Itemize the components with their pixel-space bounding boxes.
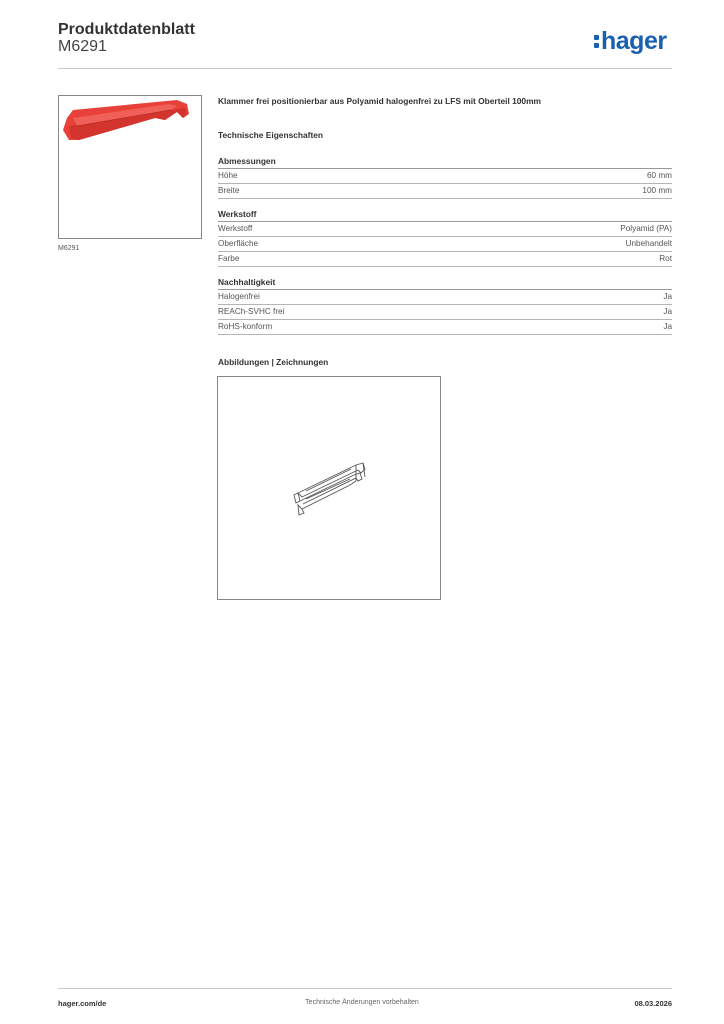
row-label: Halogenfrei — [218, 292, 260, 301]
row-value: 100 mm — [642, 186, 672, 195]
footer-divider — [58, 988, 672, 989]
table-row — [218, 305, 672, 320]
group-sustainability — [218, 277, 672, 335]
table-row — [218, 252, 672, 267]
header-divider — [58, 68, 672, 69]
table-row — [218, 237, 672, 252]
row-value: Unbehandelt — [625, 239, 672, 248]
product-code: M6291 — [58, 38, 107, 55]
table-row — [218, 290, 672, 305]
clamp-drawing-icon — [218, 377, 440, 599]
figures-heading: Abbildungen | Zeichnungen — [218, 357, 329, 367]
product-image — [58, 95, 202, 239]
table-row — [218, 222, 672, 237]
hager-logo — [594, 27, 667, 56]
table-row — [218, 169, 672, 184]
row-label: Höhe — [218, 171, 238, 180]
table-row — [218, 320, 672, 335]
product-description: Klammer frei positionierbar aus Polyamid halogenfrei zu LFS mit Oberteil 100mm — [218, 96, 541, 106]
group-material — [218, 209, 672, 267]
red-clamp-icon — [59, 96, 201, 238]
footer-date: 08.03.2026 — [634, 999, 672, 1008]
group-title: Nachhaltigkeit — [218, 277, 672, 290]
row-value: Ja — [663, 292, 672, 301]
row-label: RoHS-konform — [218, 322, 273, 331]
row-value: 60 mm — [646, 171, 672, 180]
group-dimensions — [218, 156, 672, 199]
page-title: Produktdatenblatt — [58, 21, 195, 38]
row-value: Ja — [663, 322, 672, 331]
technical-heading: Technische Eigenschaften — [218, 130, 324, 140]
table-row — [218, 184, 672, 199]
group-title: Werkstoff — [218, 209, 672, 222]
row-value: Ja — [663, 307, 672, 316]
row-label: REACh-SVHC frei — [218, 307, 285, 316]
row-label: Oberfläche — [218, 239, 259, 248]
row-label: Werkstoff — [218, 224, 253, 233]
row-value: Polyamid (PA) — [620, 224, 672, 233]
footer-notice: Technische Änderungen vorbehalten — [305, 999, 419, 1006]
logo-dots-icon — [594, 33, 600, 49]
row-value: Rot — [659, 254, 672, 263]
drawing-box — [217, 376, 441, 600]
row-label: Farbe — [218, 254, 240, 263]
row-label: Breite — [218, 186, 240, 195]
logo-text: hager — [601, 27, 667, 55]
footer-website: hager.com/de — [58, 999, 107, 1008]
group-title: Abmessungen — [218, 156, 672, 169]
image-caption: M6291 — [58, 245, 80, 252]
